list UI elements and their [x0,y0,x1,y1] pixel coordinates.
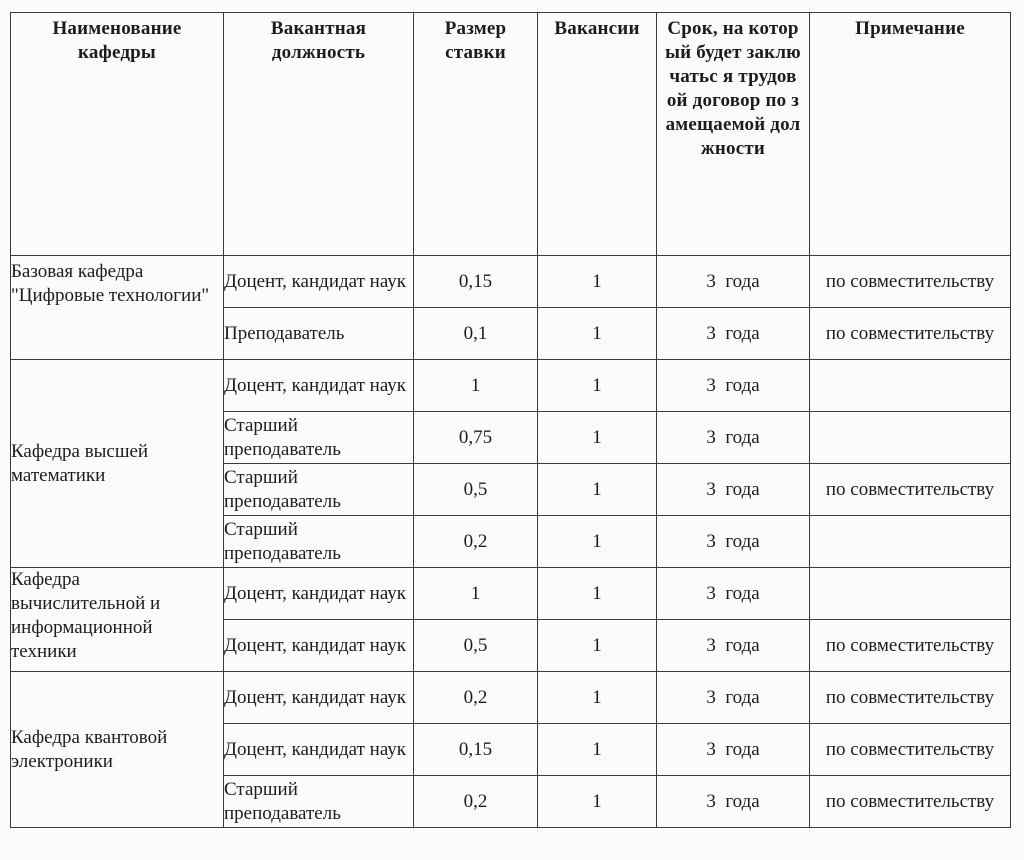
rate-cell: 1 [414,568,538,620]
term-cell: 3 года [657,360,810,412]
position-cell: Старший преподаватель [224,464,414,516]
position-cell: Доцент, кандидат наук [224,568,414,620]
position-cell: Доцент, кандидат наук [224,672,414,724]
vacancies-cell: 1 [538,620,657,672]
note-cell [810,412,1011,464]
note-cell: по совместительству [810,256,1011,308]
header-vacancies: Вакансии [538,13,657,256]
position-cell: Доцент, кандидат наук [224,360,414,412]
note-cell: по совместительству [810,464,1011,516]
position-cell: Старший преподаватель [224,516,414,568]
department-name-cell: Кафедра высшей математики [11,360,224,568]
term-cell: 3 года [657,516,810,568]
header-note: Примечание [810,13,1011,256]
term-cell: 3 года [657,568,810,620]
table-row [11,672,1011,724]
table-row [11,568,1011,620]
table-row [11,256,1011,308]
position-cell: Старший преподаватель [224,412,414,464]
note-cell [810,568,1011,620]
rate-cell: 1 [414,360,538,412]
rate-cell: 0,5 [414,620,538,672]
term-cell: 3 года [657,256,810,308]
rate-cell: 0,15 [414,256,538,308]
rate-cell: 0,15 [414,724,538,776]
note-cell: по совместительству [810,776,1011,828]
department-name-cell: Кафедра вычислительной и информационной техники [11,568,224,672]
header-rate: Размер ставки [414,13,538,256]
position-cell: Доцент, кандидат наук [224,724,414,776]
department-name-cell: Кафедра квантовой электроники [11,672,224,828]
note-cell [810,360,1011,412]
rate-cell: 0,2 [414,672,538,724]
rate-cell: 0,2 [414,776,538,828]
table-row [11,360,1011,412]
table-body [11,256,1011,828]
rate-cell: 0,2 [414,516,538,568]
position-cell: Доцент, кандидат наук [224,620,414,672]
department-name-cell: Базовая кафедра "Цифровые технологии" [11,256,224,360]
vacancies-cell: 1 [538,724,657,776]
note-cell: по совместительству [810,620,1011,672]
vacancies-cell: 1 [538,464,657,516]
table-header-row [11,13,1011,256]
vacancies-cell: 1 [538,256,657,308]
term-cell: 3 года [657,412,810,464]
note-cell: по совместительству [810,724,1011,776]
rate-cell: 0,5 [414,464,538,516]
header-department: Наименование кафедры [11,13,224,256]
vacancies-cell: 1 [538,412,657,464]
term-cell: 3 года [657,724,810,776]
term-cell: 3 года [657,308,810,360]
vacancies-cell: 1 [538,308,657,360]
rate-cell: 0,75 [414,412,538,464]
rate-cell: 0,1 [414,308,538,360]
vacancies-cell: 1 [538,568,657,620]
term-cell: 3 года [657,464,810,516]
term-cell: 3 года [657,672,810,724]
note-cell: по совместительству [810,308,1011,360]
term-cell: 3 года [657,776,810,828]
vacancies-cell: 1 [538,776,657,828]
vacancies-cell: 1 [538,516,657,568]
vacancies-table [10,12,1011,828]
position-cell: Доцент, кандидат наук [224,256,414,308]
note-cell [810,516,1011,568]
position-cell: Старший преподаватель [224,776,414,828]
vacancies-cell: 1 [538,672,657,724]
term-cell: 3 года [657,620,810,672]
vacancies-cell: 1 [538,360,657,412]
header-position: Вакантная должность [224,13,414,256]
header-term: Срок, на который будет заключатьс я трудовой договор по замещаемой должности [657,13,810,256]
note-cell: по совместительству [810,672,1011,724]
position-cell: Преподаватель [224,308,414,360]
